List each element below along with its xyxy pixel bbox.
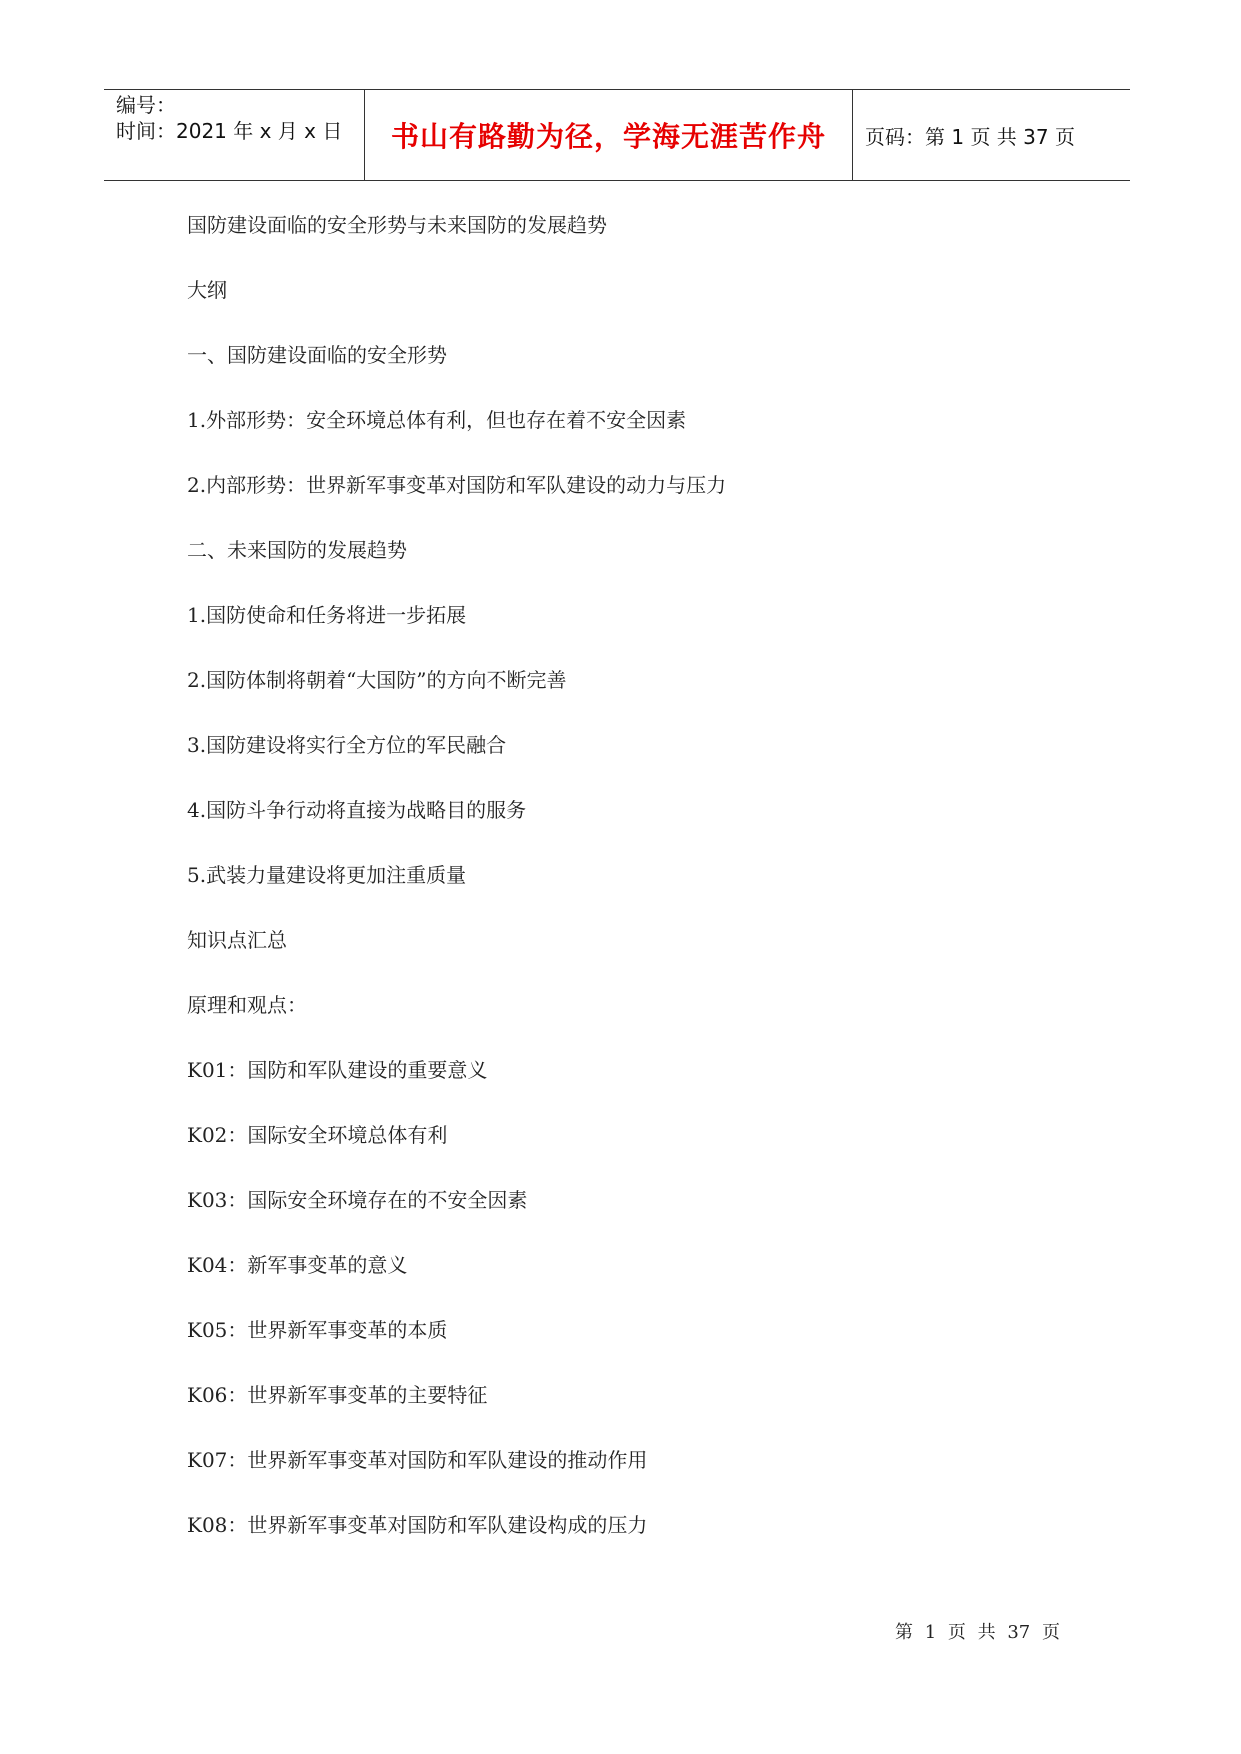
document-title: 国防建设面临的安全形势与未来国防的发展趋势 xyxy=(187,213,607,237)
list-item: 2.国防体制将朝着“大国防”的方向不断完善 xyxy=(187,668,567,692)
knowledge-point: K04：新军事变革的意义 xyxy=(187,1253,408,1277)
list-item: 5.武装力量建设将更加注重质量 xyxy=(187,863,467,887)
list-item: 1.外部形势：安全环境总体有利，但也存在着不安全因素 xyxy=(187,408,687,432)
list-item: 3.国防建设将实行全方位的军民融合 xyxy=(187,733,507,757)
section-heading: 二、未来国防的发展趋势 xyxy=(187,538,407,562)
knowledge-point: K01：国防和军队建设的重要意义 xyxy=(187,1058,488,1082)
knowledge-point: K07：世界新军事变革对国防和军队建设的推动作用 xyxy=(187,1448,648,1472)
principles-heading: 原理和观点： xyxy=(187,993,307,1017)
section-heading: 一、国防建设面临的安全形势 xyxy=(187,343,447,367)
header-page-label: 页码：第 1 页 共 37 页 xyxy=(865,124,1075,149)
list-item: 4.国防斗争行动将直接为战略目的服务 xyxy=(187,798,527,822)
header-meta xyxy=(104,90,365,180)
knowledge-point: K08：世界新军事变革对国防和军队建设构成的压力 xyxy=(187,1513,648,1537)
list-item: 1.国防使命和任务将进一步拓展 xyxy=(187,603,467,627)
list-item: 2.内部形势：世界新军事变革对国防和军队建设的动力与压力 xyxy=(187,473,727,497)
knowledge-point: K02：国际安全环境总体有利 xyxy=(187,1123,448,1147)
code-label: 编号： xyxy=(116,93,176,117)
knowledge-point: K05：世界新军事变革的本质 xyxy=(187,1318,448,1342)
time-label: 时间：2021 年 x 月 x 日 xyxy=(116,119,343,143)
outline-heading: 大纲 xyxy=(187,278,227,302)
header-motto: 书山有路勤为径，学海无涯苦作舟 xyxy=(365,90,853,180)
knowledge-point: K06：世界新军事变革的主要特征 xyxy=(187,1383,488,1407)
document-body xyxy=(187,208,1087,1573)
knowledge-summary-heading: 知识点汇总 xyxy=(187,928,287,952)
page-footer: 第 1 页 共 37 页 xyxy=(895,1622,1060,1643)
knowledge-point: K03：国际安全环境存在的不安全因素 xyxy=(187,1188,528,1212)
document-header xyxy=(104,89,1130,181)
